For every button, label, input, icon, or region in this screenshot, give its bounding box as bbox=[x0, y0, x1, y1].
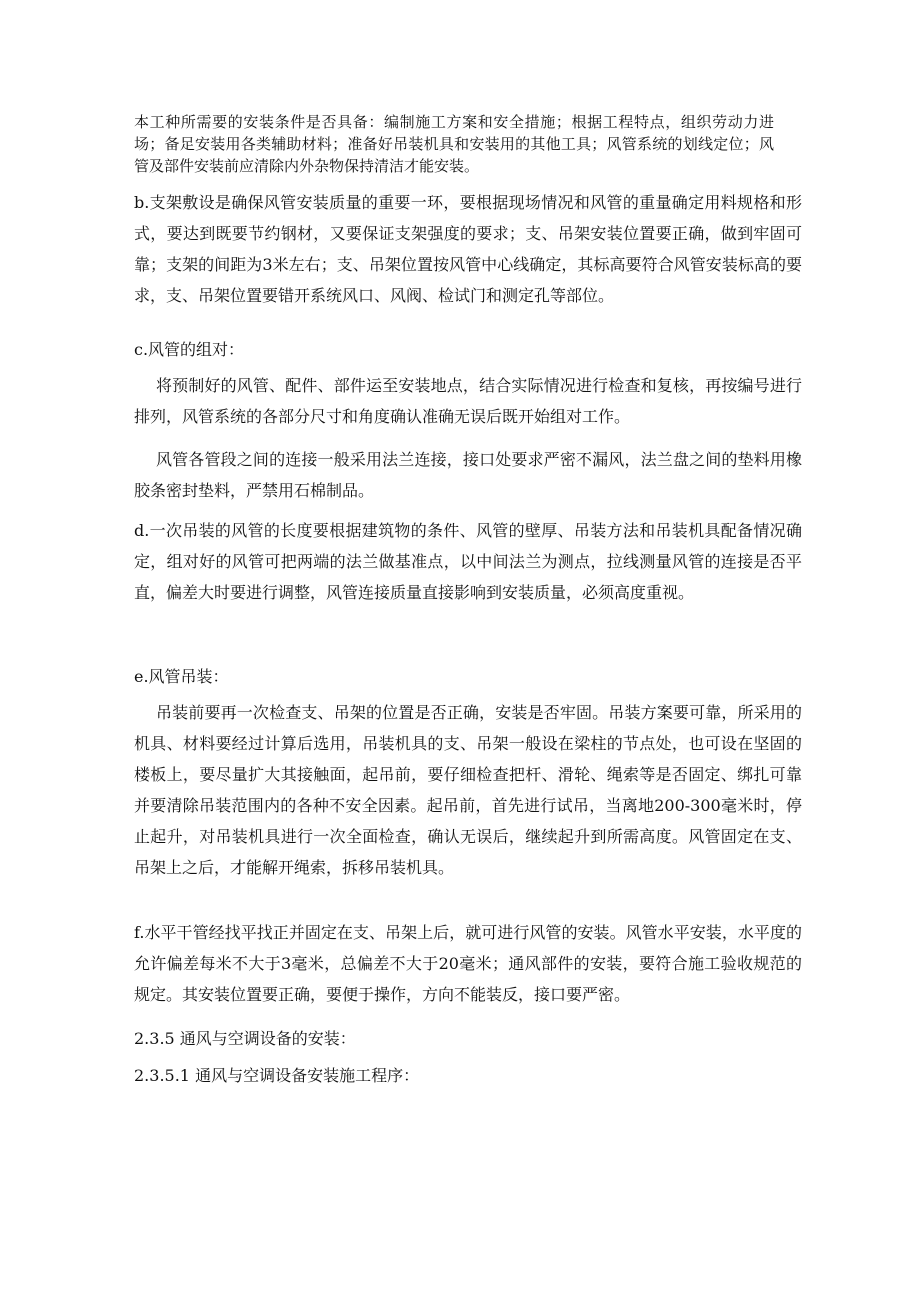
paragraph-e-duct-hoisting-heading: e.风管吊装： bbox=[134, 667, 229, 686]
paragraph-f-horizontal-duct: f.水平干管经找平找正并固定在支、吊架上后，就可进行风管的安装。风管水平安装，水平度的允许偏差每米不大于3毫米，总偏差不大于20毫米；通风部件的安装，要符合施工验收规范的规定。其安装位置要正确，要便于操作，方向不能装反，接口要严密。 bbox=[134, 923, 802, 1004]
paragraph-assembly-process: 将预制好的风管、配件、部件运至安装地点，结合实际情况进行检查和复核，再按编号进行排列，风管系统的各部分尺寸和角度确认准确无误后既开始组对工作。 bbox=[134, 376, 802, 426]
section-heading-2-3-5-1: 2.3.5.1 通风与空调设备安装施工程序： bbox=[134, 1066, 420, 1085]
paragraph-hoisting-procedure: 吊装前要再一次检查支、吊架的位置是否正确，安装是否牢固。吊装方案要可靠，所采用的机具、材料要经过计算后选用，吊装机具的支、吊架一般设在梁柱的节点处，也可设在坚固的楼板上，要尽量扩大其接触面，起吊前，要仔细检查把杆、滑轮、绳索等是否固定、绑扎可靠并要清除吊装范围内的各种不安全因素。起吊前，首先进行试吊，当离地200-300毫米时，停止起升，对吊装机具进行一次全面检查，确认无误后，继续起升到所需高度。风管固定在支、吊架上之后，才能解开绳索，拆移吊装机具。 bbox=[134, 703, 802, 877]
paragraph-c-duct-assembly-heading: c.风管的组对： bbox=[134, 340, 245, 359]
section-heading-2-3-5: 2.3.5 通风与空调设备的安装： bbox=[134, 1029, 356, 1048]
paragraph-b-support-laying: b.支架敷设是确保风管安装质量的重要一环，要根据现场情况和风管的重量确定用料规格和形式，要达到既要节约钢材，又要保证支架强度的要求；支、吊架安装位置要正确，做到牢固可靠；支架的间距为3米左右；支、吊架位置按风管中心线确定，其标高要符合风管安装标高的要求，支、吊架位置要错开系统风口、风阀、检试门和测定孔等部位。 bbox=[134, 193, 802, 305]
paragraph-flange-connection: 风管各管段之间的连接一般采用法兰连接，接口处要求严密不漏风，法兰盘之间的垫料用橡胶条密封垫料，严禁用石棉制品。 bbox=[134, 450, 802, 500]
paragraph-d-duct-length: d.一次吊装的风管的长度要根据建筑物的条件、风管的壁厚、吊装方法和吊装机具配备情况确定，组对好的风管可把两端的法兰做基准点，以中间法兰为测点，拉线测量风管的连接是否平直，偏差大时要进行调整，风管连接质量直接影响到安装质量，必须高度重视。 bbox=[134, 521, 802, 602]
paragraph-installation-conditions: 本工种所需要的安装条件是否具备：编制施工方案和安全措施；根据工程特点，组织劳动力进场；备足安装用各类辅助材料；准备好吊装机具和安装用的其他工具；风管系统的划线定位；风管及部件安装前应清除内外杂物保持清洁才能安装。 bbox=[134, 113, 774, 175]
